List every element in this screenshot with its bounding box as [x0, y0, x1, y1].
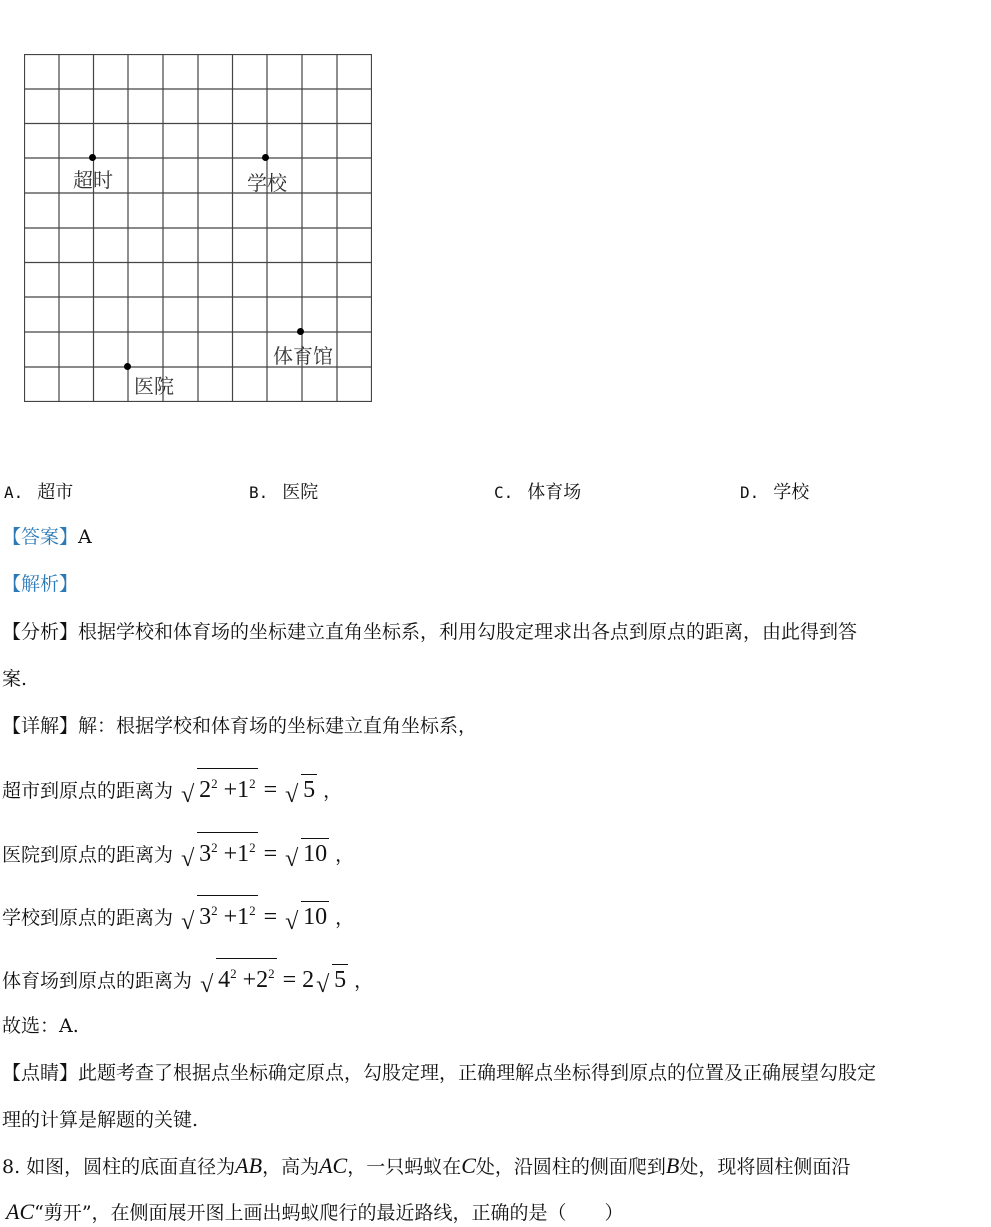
gym-label: 体育馆 — [273, 344, 333, 368]
q8-var-ac: AC — [319, 1153, 348, 1178]
sqrt-result — [285, 838, 329, 872]
option-a-key: A. — [4, 483, 24, 502]
plus-sign: + — [223, 904, 238, 930]
option-d[interactable] — [740, 478, 809, 504]
exponent: 2 — [211, 903, 218, 918]
xiangjie-tag: 【详解】 — [2, 715, 79, 737]
supermarket-label: 超时 — [73, 168, 113, 192]
comma: ， — [335, 907, 355, 929]
xiangjie-line — [2, 714, 477, 738]
xiangjie-text: 解：根据学校和体育场的坐标建立直角坐标系， — [78, 715, 478, 737]
dianjing-line1 — [2, 1061, 876, 1085]
distance-row-school — [2, 895, 355, 935]
distance-formula — [179, 903, 335, 935]
q8-var-c: C — [461, 1153, 476, 1178]
option-c-key: C. — [494, 483, 514, 502]
comma: ， — [335, 844, 355, 866]
q8-part1: 8. 如图，圆柱的底面直径为 — [2, 1156, 236, 1178]
distance-prefix: 体育场到原点的距离为 — [2, 970, 193, 992]
distance-formula — [179, 776, 323, 808]
sqrt-symbol: √ — [181, 782, 195, 808]
q8-var-ac2: AC — [6, 1199, 35, 1224]
result-coefficient: 2 — [302, 967, 315, 993]
option-a[interactable] — [4, 478, 73, 504]
q8-part5: 处，现将圆柱侧面沿 — [679, 1156, 851, 1178]
equals-sign: = — [263, 841, 278, 867]
distance-row-hospital — [2, 832, 355, 872]
term-a: 2 — [199, 777, 212, 803]
distance-prefix: 医院到原点的距离为 — [2, 844, 174, 866]
answer-tag: 【答案】 — [2, 526, 79, 548]
answer-line — [2, 525, 92, 549]
option-d-text: 学校 — [773, 482, 810, 503]
hospital-label: 医院 — [134, 374, 174, 398]
supermarket-point — [89, 154, 96, 161]
exponent: 2 — [211, 840, 218, 855]
distance-formula — [179, 840, 335, 872]
term-b: 1 — [237, 841, 250, 867]
fenxi-line1 — [2, 620, 857, 644]
result-value: 10 — [301, 838, 329, 869]
dianjing-tag: 【点睛】 — [2, 1062, 79, 1084]
plus-sign: + — [242, 967, 257, 993]
distance-prefix: 超市到原点的距离为 — [2, 780, 174, 802]
fenxi-tag: 【分析】 — [2, 621, 79, 643]
option-b-text: 医院 — [282, 482, 319, 503]
grid-map — [24, 54, 372, 402]
distance-row-gym — [2, 958, 374, 998]
distance-formula — [198, 966, 354, 998]
guxuan-line: 故选：A. — [2, 1015, 79, 1037]
term-b: 1 — [237, 904, 250, 930]
equals-sign: = — [263, 904, 278, 930]
q8-var-b: B — [665, 1153, 680, 1178]
comma: ， — [354, 970, 374, 992]
option-d-key: D. — [740, 483, 760, 502]
term-a: 4 — [218, 967, 231, 993]
dianjing-text1: 此题考查了根据点坐标确定原点，勾股定理，正确理解点坐标得到原点的位置及正确展望勾股定 — [78, 1062, 877, 1084]
q8-part4: 处，沿圆柱的侧面爬到 — [475, 1156, 666, 1178]
q8-part6: “剪开”，在侧面展开图上画出蚂蚁爬行的最近路线，正确的是（ ） — [34, 1202, 624, 1224]
sqrt-symbol: √ — [285, 909, 299, 935]
term-a: 3 — [199, 904, 212, 930]
sqrt-expression — [181, 895, 258, 935]
school-label: 学校 — [247, 171, 287, 195]
q8-part3: ，一只蚂蚁在 — [347, 1156, 462, 1178]
option-b[interactable] — [249, 478, 318, 504]
answer-value: A — [78, 526, 92, 548]
exponent: 2 — [249, 776, 256, 791]
option-a-text: 超市 — [37, 482, 74, 503]
equals-sign: = — [263, 777, 278, 803]
option-b-key: B. — [249, 483, 269, 502]
sqrt-symbol: √ — [200, 972, 214, 998]
hospital-point — [124, 363, 131, 370]
option-c[interactable] — [494, 478, 581, 504]
analysis-tag: 【解析】 — [2, 573, 79, 595]
exponent: 2 — [211, 776, 218, 791]
sqrt-expression — [200, 958, 277, 998]
term-b: 2 — [256, 967, 269, 993]
sqrt-result — [316, 964, 348, 998]
dianjing-line2: 理的计算是解题的关键. — [2, 1109, 199, 1131]
sqrt-expression — [181, 768, 258, 808]
equals-sign: = — [282, 967, 297, 993]
sqrt-symbol: √ — [285, 846, 299, 872]
plus-sign: + — [223, 841, 238, 867]
sqrt-result — [285, 901, 329, 935]
question-8-line2 — [6, 1200, 624, 1225]
sqrt-symbol: √ — [181, 909, 195, 935]
school-point — [262, 154, 269, 161]
q8-var-ab: AB — [235, 1153, 263, 1178]
result-value: 10 — [301, 901, 329, 932]
distance-prefix: 学校到原点的距离为 — [2, 907, 174, 929]
comma: ， — [323, 780, 343, 802]
sqrt-symbol: √ — [285, 782, 299, 808]
sqrt-symbol: √ — [316, 972, 330, 998]
fenxi-line2: 案. — [2, 668, 28, 690]
sqrt-result — [285, 774, 317, 808]
exponent: 2 — [249, 840, 256, 855]
sqrt-expression — [181, 832, 258, 872]
term-a: 3 — [199, 841, 212, 867]
distance-row-supermarket — [2, 768, 343, 808]
result-value: 5 — [301, 774, 317, 805]
fenxi-text1: 根据学校和体育场的坐标建立直角坐标系，利用勾股定理求出各点到原点的距离，由此得到答 — [78, 621, 858, 643]
q8-part2: ，高为 — [262, 1156, 320, 1178]
question-8-line1 — [2, 1154, 850, 1179]
exponent: 2 — [249, 903, 256, 918]
exponent: 2 — [268, 966, 275, 981]
gym-point — [297, 328, 304, 335]
exponent: 2 — [230, 966, 237, 981]
sqrt-symbol: √ — [181, 846, 195, 872]
option-c-text: 体育场 — [527, 482, 582, 503]
term-b: 1 — [237, 777, 250, 803]
result-value: 5 — [332, 964, 348, 995]
plus-sign: + — [223, 777, 238, 803]
